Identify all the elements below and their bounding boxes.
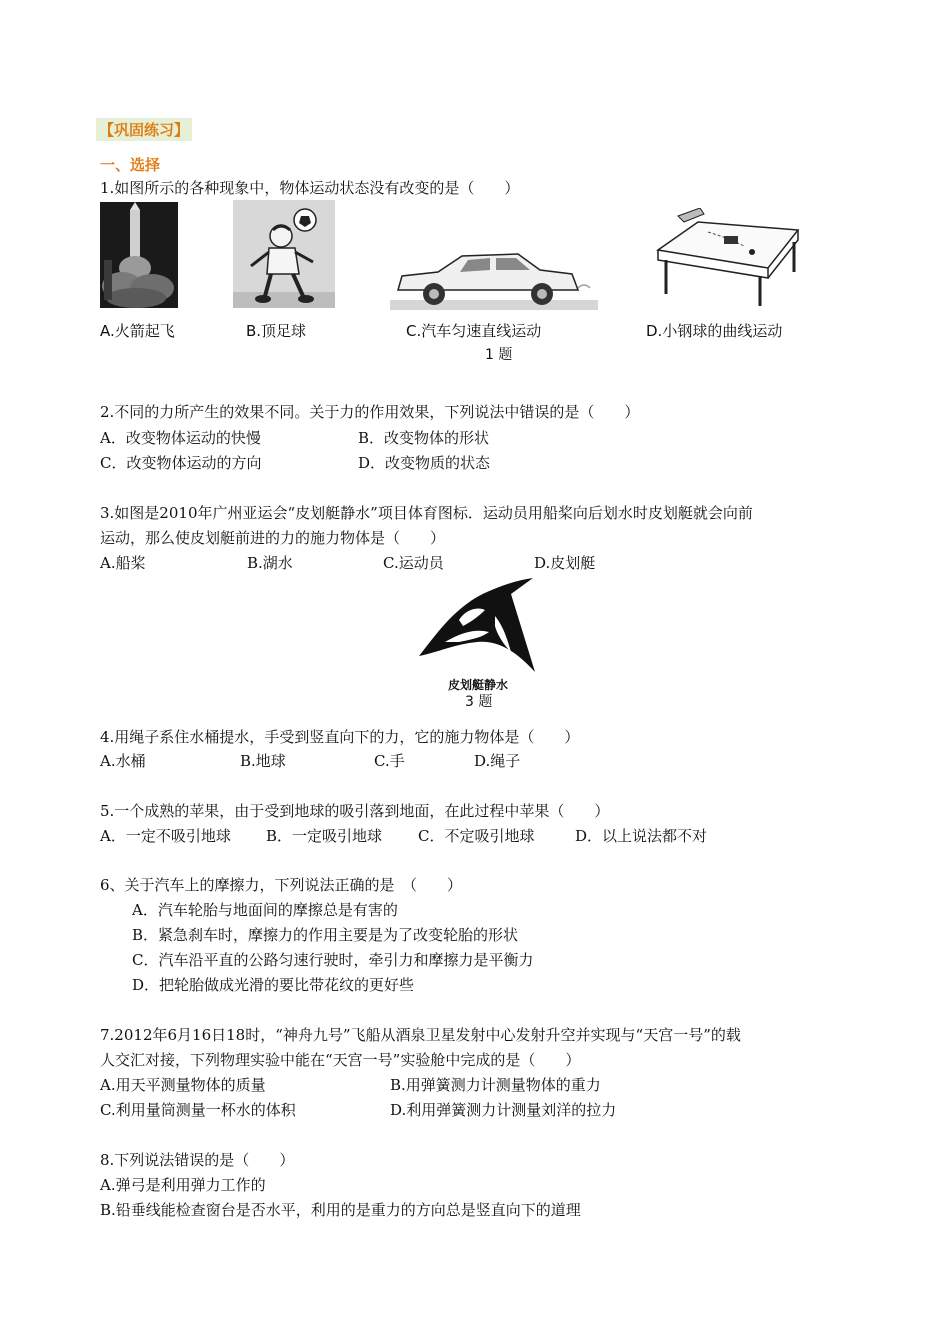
q5-stem: 5.一个成熟的苹果，由于受到地球的吸引落到地面，在此过程中苹果（ ） xyxy=(100,802,610,820)
q3-option-d: D.皮划艇 xyxy=(534,554,596,572)
q4-option-a: A.水桶 xyxy=(100,752,146,770)
q3-option-a: A.船桨 xyxy=(100,554,146,572)
q4-option-b: B.地球 xyxy=(240,752,286,770)
q7-stem-line2: 人交汇对接，下列物理实验中能在“天宫一号”实验舱中完成的是（ ） xyxy=(100,1051,581,1069)
q1-caption-a: A.火箭起飞 xyxy=(100,322,175,340)
q2-option-a: A．改变物体运动的快慢 xyxy=(100,429,261,447)
q4-stem: 4.用绳子系住水桶提水，手受到竖直向下的力，它的施力物体是（ ） xyxy=(100,728,580,746)
q5-option-c: C．不定吸引地球 xyxy=(418,827,535,845)
q2-option-d: D．改变物质的状态 xyxy=(358,454,491,472)
q1-figure-label: 1 题 xyxy=(485,347,513,363)
q2-option-b: B．改变物体的形状 xyxy=(358,429,490,447)
steel-ball-curve-image xyxy=(648,208,800,308)
q1-stem: 1.如图所示的各种现象中，物体运动状态没有改变的是（ ） xyxy=(100,179,520,197)
q1-caption-d: D.小钢球的曲线运动 xyxy=(646,322,783,340)
q8-option-b: B.铅垂线能检查窗台是否水平，利用的是重力的方向总是竖直向下的道理 xyxy=(100,1201,581,1219)
rocket-launch-image xyxy=(100,202,178,308)
q7-option-b: B.用弹簧测力计测量物体的重力 xyxy=(390,1076,601,1094)
heading-football-image xyxy=(233,200,335,308)
q8-stem: 8.下列说法错误的是（ ） xyxy=(100,1151,295,1169)
q1-caption-c: C.汽车匀速直线运动 xyxy=(406,322,542,340)
q7-option-c: C.利用量筒测量一杯水的体积 xyxy=(100,1101,296,1119)
q6-option-d: D．把轮胎做成光滑的要比带花纹的更好些 xyxy=(132,976,415,994)
kayak-icon-caption: 皮划艇静水 xyxy=(448,678,509,692)
kayak-pictogram-icon xyxy=(415,576,539,676)
q4-option-d: D.绳子 xyxy=(474,752,521,770)
q7-stem-line1: 7.2012年6月16日18时，“神舟九号”飞船从酒泉卫星发射中心发射升空并实现与“天宫一号”的载 xyxy=(100,1026,741,1044)
q3-stem-line2: 运动，那么使皮划艇前进的力的施力物体是（ ） xyxy=(100,529,446,547)
q3-option-b: B.湖水 xyxy=(247,554,293,572)
q6-stem: 6、关于汽车上的摩擦力，下列说法正确的是 （ ） xyxy=(100,876,463,894)
q5-option-a: A．一定不吸引地球 xyxy=(100,827,231,845)
q6-option-b: B．紧急刹车时，摩擦力的作用主要是为了改变轮胎的形状 xyxy=(132,926,519,944)
q5-option-b: B．一定吸引地球 xyxy=(266,827,383,845)
q2-stem: 2.不同的力所产生的效果不同。关于力的作用效果，下列说法中错误的是（ ） xyxy=(100,403,640,421)
q3-figure-label: 3 题 xyxy=(465,694,493,710)
q7-option-a: A.用天平测量物体的质量 xyxy=(100,1076,266,1094)
q1-caption-b: B.顶足球 xyxy=(246,322,307,340)
q6-option-c: C．汽车沿平直的公路匀速行驶时，牵引力和摩擦力是平衡力 xyxy=(132,951,534,969)
car-image xyxy=(390,248,598,312)
q6-option-a: A．汽车轮胎与地面间的摩擦总是有害的 xyxy=(132,901,398,919)
q3-option-c: C.运动员 xyxy=(383,554,444,572)
q5-option-d: D．以上说法都不对 xyxy=(575,827,708,845)
q7-option-d: D.利用弹簧测力计测量刘洋的拉力 xyxy=(390,1101,617,1119)
q3-stem-line1: 3.如图是2010年广州亚运会“皮划艇静水”项目体育图标．运动员用船桨向后划水时皮划艇就会向前 xyxy=(100,504,753,522)
exercise-tag: 【巩固练习】 xyxy=(96,118,192,141)
section-title: 一、选择 xyxy=(100,156,161,174)
q2-option-c: C．改变物体运动的方向 xyxy=(100,454,262,472)
q4-option-c: C.手 xyxy=(374,752,405,770)
q8-option-a: A.弹弓是利用弹力工作的 xyxy=(100,1176,266,1194)
